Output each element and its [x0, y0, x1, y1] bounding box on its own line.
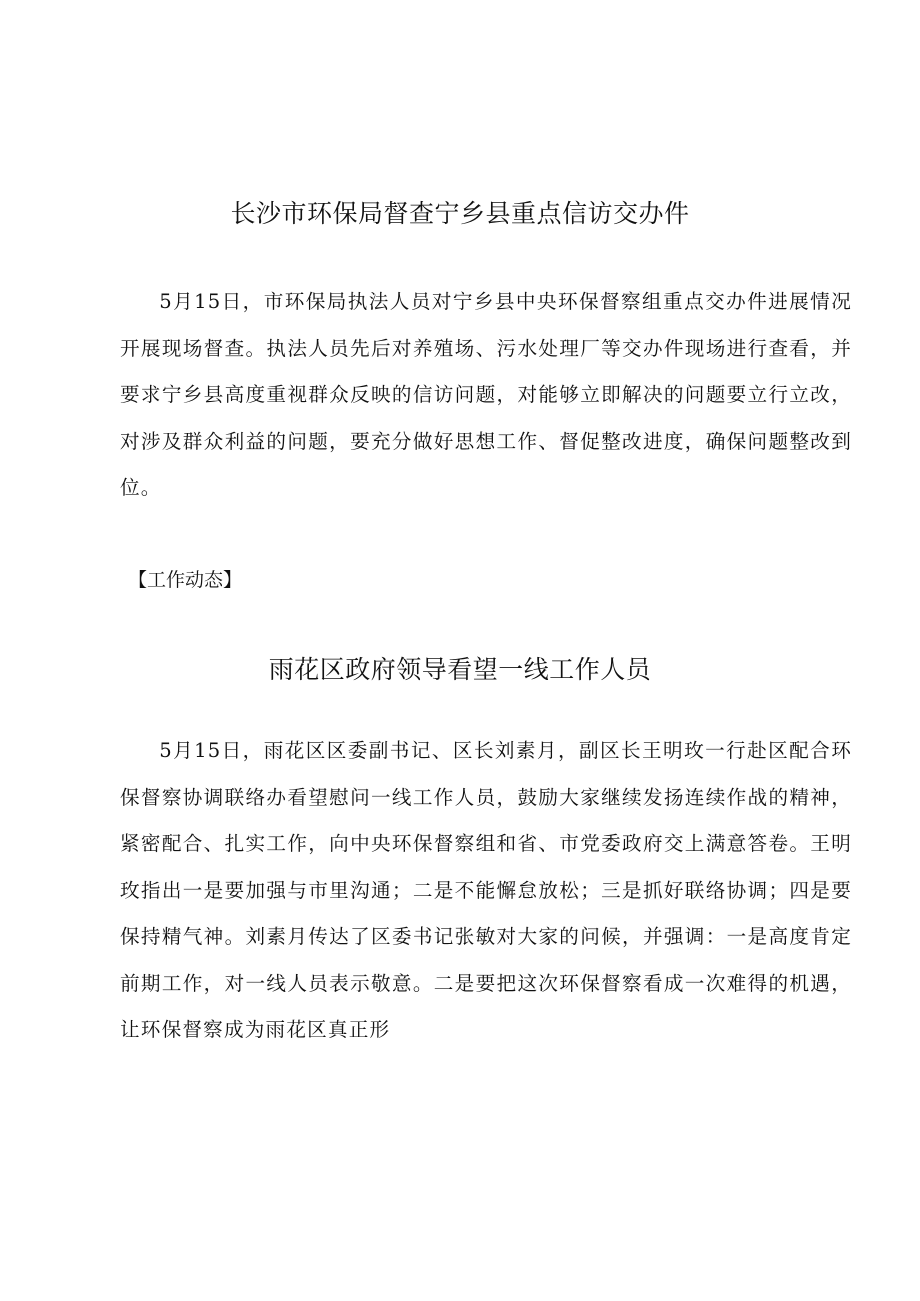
article-1-title: 长沙市环保局督查宁乡县重点信访交办件 — [230, 199, 690, 228]
section-label-work-news: 【工作动态】 — [128, 569, 243, 591]
article-2-body: 5月15日，雨花区区委副书记、区长刘素月，副区长王明玫一行赴区配合环保督察协调联络办看望慰问一线工作人员，鼓励大家继续发扬连续作战的精神，紧密配合、扎实工作，向中央环保督察组和省、市党委政府交上满意答卷。王明玫指出一是要加强与市里沟通；二是不能懈怠放松；三是抓好联络协调；四是要保持精气神。刘素月传达了区委书记张敏对大家的问候，并强调：一是高度肯定前期工作，对一线人员表示敬意。二是要把这次环保督察看成一次难得的机遇，让环保督察成为雨花区真正形 — [120, 739, 852, 1041]
article-1-body: 5月15日，市环保局执法人员对宁乡县中央环保督察组重点交办件进展情况开展现场督查。执法人员先后对养殖场、污水处理厂等交办件现场进行查看，并要求宁乡县高度重视群众反映的信访问题，对能够立即解决的问题要立行立改，对涉及群众利益的问题，要充分做好思想工作、督促整改进度，确保问题整改到位。 — [120, 290, 852, 499]
article-2-title: 雨花区政府领导看望一线工作人员 — [268, 655, 652, 684]
